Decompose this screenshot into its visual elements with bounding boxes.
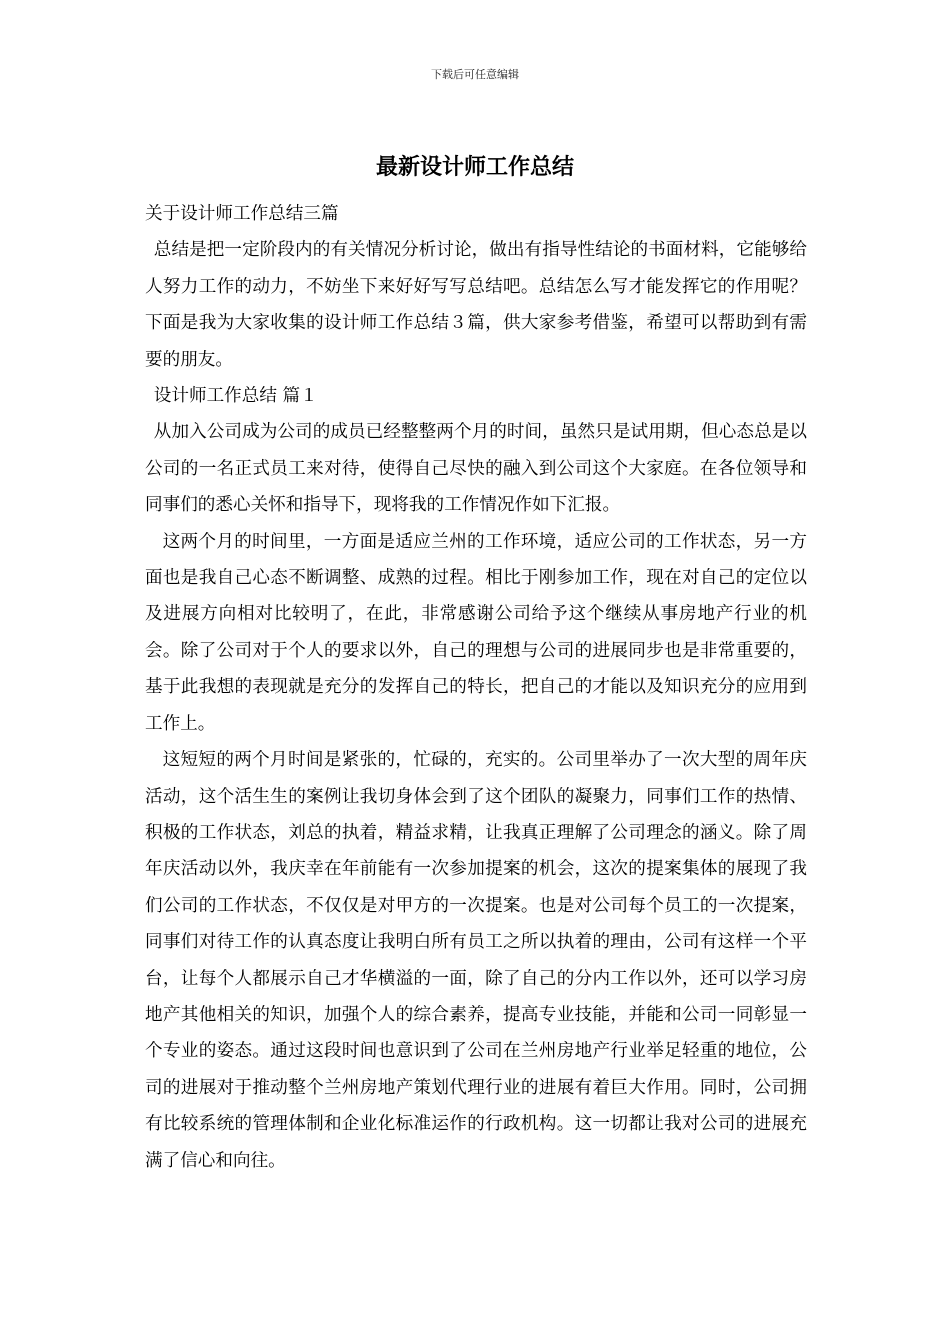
document-subtitle: 关于设计师工作总结三篇 bbox=[145, 204, 339, 224]
section-heading: 设计师工作总结 篇１ bbox=[153, 386, 318, 407]
header-note: 下载后可任意编辑 bbox=[431, 68, 519, 81]
body-paragraph: 从加入公司成为公司的成员已经整整两个月的时间，虽然只是试用期，但心态总是以公司的一名正式员工来对待，使得自己尽快的融入到公司这个大家庭。在各位领导和同事们的悉心关怀和指导下，现将我的工作情况作如下汇报。 bbox=[145, 422, 807, 516]
body-paragraph: 这两个月的时间里，一方面是适应兰州的工作环境，适应公司的工作状态，另一方面也是我自己心态不断调整、成熟的过程。相比于刚参加工作，现在对自己的定位以及进展方向相对比较明了，在此，非常感谢公司给予这个继续从事房地产行业的机会。除了公司对于个人的要求以外，自己的理想与公司的进展同步也是非常重要的，基于此我想的表现就是充分的发挥自己的特长，把自己的才能以及知识充分的应用到工作上。 bbox=[145, 531, 807, 734]
document-title: 最新设计师工作总结 bbox=[375, 154, 574, 180]
document-body bbox=[145, 196, 807, 1179]
body-paragraph: 这短短的两个月时间是紧张的，忙碌的，充实的。公司里举办了一次大型的周年庆活动，这个活生生的案例让我切身体会到了这个团队的凝聚力，同事们工作的热情、积极的工作状态，刘总的执着，精益求精，让我真正理解了公司理念的涵义。除了周年庆活动以外，我庆幸在年前能有一次参加提案的机会，这次的提案集体的展现了我们公司的工作状态，不仅仅是对甲方的一次提案。也是对公司每个员工的一次提案，同事们对待工作的认真态度让我明白所有员工之所以执着的理由，公司有这样一个平台，让每个人都展示自己才华横溢的一面，除了自己的分内工作以外，还可以学习房地产其他相关的知识，加强个人的综合素养，提高专业技能，并能和公司一同彰显一个专业的姿态。通过这段时间也意识到了公司在兰州房地产行业举足轻重的地位，公司的进展对于推动整个兰州房地产策划代理行业的进展有着巨大作用。同时，公司拥有比较系统的管理体制和企业化标准运作的行政机构。这一切都让我对公司的进展充满了信心和向往。 bbox=[145, 750, 807, 1171]
intro-paragraph: 总结是把一定阶段内的有关情况分析讨论，做出有指导性结论的书面材料，它能够给人努力工作的动力，不妨坐下来好好写写总结吧。总结怎么写才能发挥它的作用呢？下面是我为大家收集的设计师工作总结３篇，供大家参考借鉴，希望可以帮助到有需要的朋友。 bbox=[145, 240, 807, 370]
